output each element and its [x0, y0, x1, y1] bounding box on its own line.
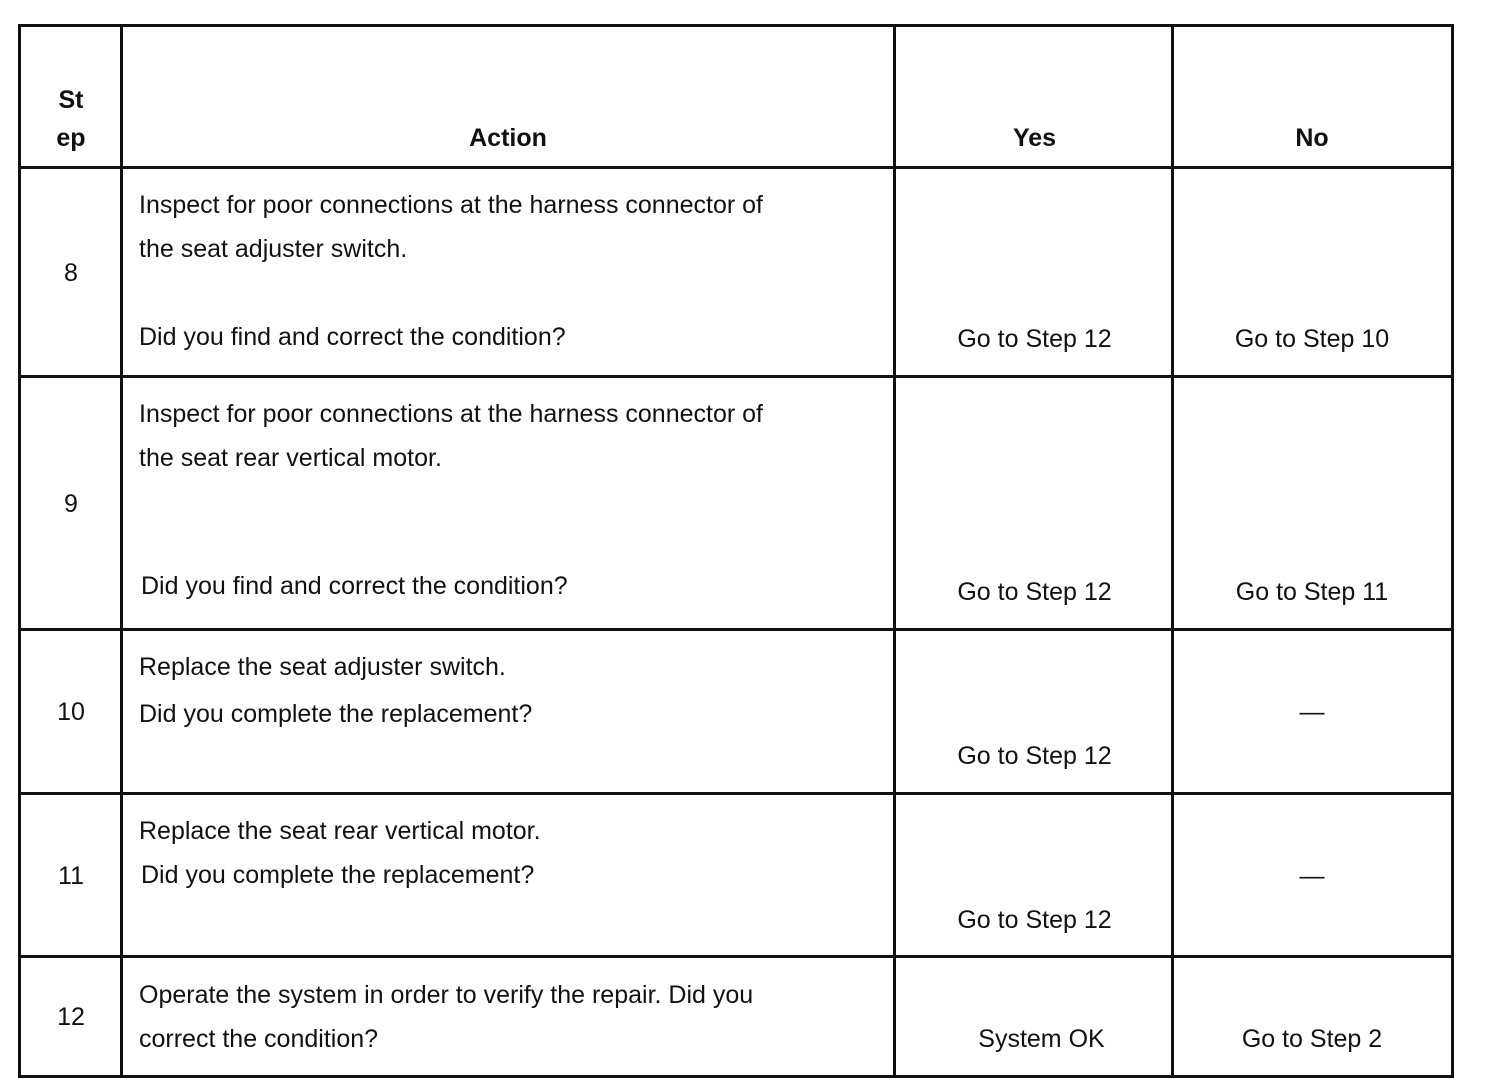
no-result: Go to Step 2	[1241, 1025, 1383, 1053]
header-action: Action	[469, 124, 547, 152]
header-no: No	[1295, 124, 1329, 152]
header-step	[21, 81, 121, 157]
no-result: —	[1299, 862, 1325, 890]
header-step-line2: ep	[56, 124, 86, 152]
action-text: Operate the system in order to verify the repair. Did you	[139, 981, 754, 1009]
diagnostic-table	[18, 24, 1454, 1078]
header-yes: Yes	[1012, 124, 1057, 152]
action-text: Inspect for poor connections at the harness connector of	[139, 191, 763, 219]
step-number: 12	[57, 1003, 85, 1031]
row-divider	[21, 628, 1451, 631]
no-result: Go to Step 10	[1234, 325, 1390, 353]
action-text: Replace the seat adjuster switch.	[139, 653, 506, 681]
step-number: 10	[57, 698, 85, 726]
yes-result: Go to Step 12	[957, 906, 1112, 934]
yes-result: Go to Step 12	[957, 325, 1112, 353]
row-divider	[21, 792, 1451, 795]
no-result: Go to Step 11	[1235, 578, 1389, 606]
action-text: Did you complete the replacement?	[141, 861, 535, 889]
action-text: Did you complete the replacement?	[139, 700, 533, 728]
step-number: 9	[64, 490, 78, 518]
action-text: Replace the seat rear vertical motor.	[139, 817, 541, 845]
yes-result: Go to Step 12	[957, 578, 1112, 606]
step-number: 8	[64, 259, 78, 287]
action-text: correct the condition?	[139, 1025, 379, 1053]
action-text: the seat rear vertical motor.	[139, 444, 442, 472]
step-number: 11	[58, 862, 84, 890]
action-question: Did you find and correct the condition?	[141, 572, 568, 600]
header-step-line1: St	[58, 86, 84, 114]
yes-result: System OK	[978, 1025, 1105, 1053]
row-divider	[21, 375, 1451, 378]
action-question: Did you find and correct the condition?	[139, 323, 566, 351]
row-divider	[21, 955, 1451, 958]
action-text: the seat adjuster switch.	[139, 235, 408, 263]
column-divider	[120, 27, 123, 1075]
header-divider	[21, 166, 1451, 169]
action-text: Inspect for poor connections at the harness connector of	[139, 400, 763, 428]
yes-result: Go to Step 12	[957, 742, 1112, 770]
no-result: —	[1299, 698, 1325, 726]
